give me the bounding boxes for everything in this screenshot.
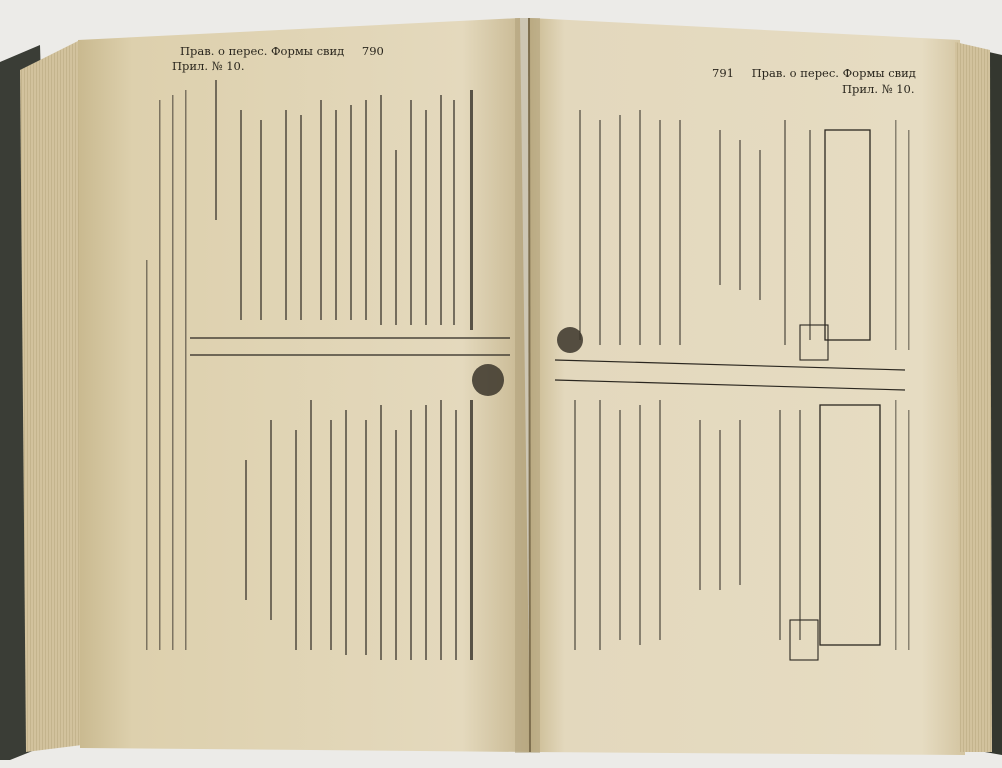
right-page-number: 791 xyxy=(712,66,734,80)
right-header xyxy=(712,66,916,80)
left-page-number: 790 xyxy=(361,44,384,58)
left-appendix: Прил. № 10. xyxy=(172,59,245,73)
left-header xyxy=(180,44,384,58)
right-appendix: Прил. № 10. xyxy=(842,82,915,96)
right-header-title: Прав. о перес. Формы свид xyxy=(751,66,916,80)
left-header-title: Прав. о перес. Формы свид xyxy=(180,44,345,58)
